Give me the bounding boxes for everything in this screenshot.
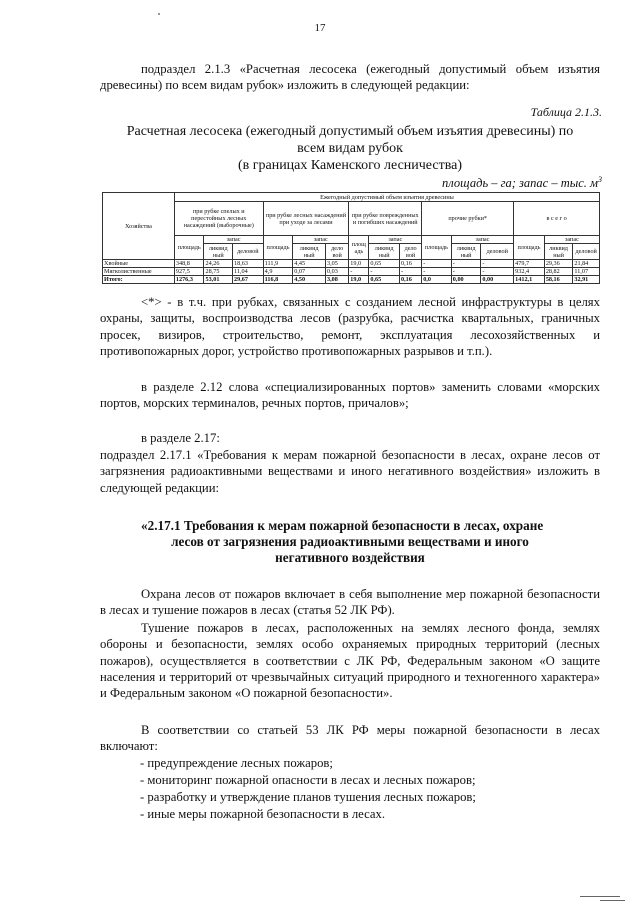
paragraph-2-17-heading: в разделе 2.17: — [141, 431, 220, 445]
header-stock: запас — [204, 236, 263, 244]
units-sup: 3 — [598, 175, 602, 184]
header-area: площ адь — [349, 236, 369, 260]
table-cell: 0,16 — [400, 276, 422, 284]
units-text: площадь – га; запас – тыс. м — [442, 176, 598, 191]
scan-dot — [158, 13, 160, 15]
table-cell: - — [400, 268, 422, 276]
paragraph-fire-suppression: Тушение пожаров в лесах, расположенных на землях лесного фонда, землях обороны и безопасности, землях особо охраняемых природных территорий (лесных пожаров), осуществляется в соответствии с ЛК РФ, Федеральным законом «О защите населения и территорий от чрезвычайных ситуаций природного и техногенного характера» и Федеральным законом «О пожарной безопасности». — [100, 621, 600, 701]
table-cell: - — [451, 260, 481, 268]
header-commercial: деловой — [481, 244, 514, 260]
header-liquid: ликвид ный — [451, 244, 481, 260]
table-cell: 4,9 — [263, 268, 293, 276]
header-liquid: ликвид ный — [204, 244, 233, 260]
measures-list — [140, 755, 476, 823]
table-cell: 932,4 — [514, 268, 545, 276]
header-row-3 — [103, 236, 600, 244]
table-cell: 29,67 — [233, 276, 264, 284]
table-cell: 3,05 — [326, 260, 349, 268]
table-title-line: (в границах Каменского лесничества) — [237, 158, 463, 173]
table-cell: 0,03 — [326, 268, 349, 276]
table-cell: 116,8 — [263, 276, 293, 284]
header-group-damaged: при рубке поврежденных и погибших насаждений — [349, 202, 422, 236]
table-footnote: <*> - в т.ч. при рубках, связанных с созданием лесной инфраструктуры в целях охраны, защиты, воспроизводства лесов (разрубка, расчистка квартальных, граничных просек, визиров, строительство, ремонт, эксплуатация лесохозяйственных и противопожарных дорог, устройство противопожарных разрывов и т.п.). — [100, 295, 600, 358]
footer-rule — [600, 900, 625, 901]
header-group-thinning: при рубке лесных насаждений при уходе за лесами — [263, 202, 349, 236]
table-cell: - — [451, 268, 481, 276]
table-cell: 19,0 — [349, 260, 369, 268]
header-commercial: деловой — [573, 244, 600, 260]
table-cell: 32,91 — [573, 276, 600, 284]
paragraph-article-53: В соответствии со статьей 53 ЛК РФ меры пожарной безопасности в лесах включают: — [100, 723, 600, 754]
table-row-total — [103, 276, 600, 284]
row-label: Итого: — [103, 276, 175, 284]
section-heading-line: негативного воздействия — [275, 550, 425, 565]
table-cell: 3,08 — [326, 276, 349, 284]
table-cell: 0,07 — [293, 268, 326, 276]
paragraph-2-12: в разделе 2.12 слова «специализированных портов» заменить словами «морских портов, морских терминалов, речных портов, причалов»; — [100, 380, 600, 411]
table-cell: 4,50 — [293, 276, 326, 284]
units-note — [442, 175, 602, 191]
header-row-1 — [103, 193, 600, 202]
table-cell: 348,8 — [174, 260, 204, 268]
header-group-other: прочие рубки* — [422, 202, 514, 236]
section-heading-line: «2.17.1 Требования к мерам пожарной безопасности в лесах, охране — [141, 518, 544, 533]
table-cell: 927,5 — [174, 268, 204, 276]
table-cell: 53,01 — [204, 276, 233, 284]
header-group-total: в с е г о — [514, 202, 600, 236]
table-cell: 0,0 — [422, 276, 452, 284]
table-cell: 18,63 — [233, 260, 264, 268]
header-group-mature: при рубке спелых и перестойных лесных насаждений (выборочные) — [174, 202, 263, 236]
row-label: Мягколиственные — [103, 268, 175, 276]
table-cell: - — [481, 268, 514, 276]
table-cell: 0,65 — [369, 276, 400, 284]
section-heading-line: лесов от загрязнения радиоактивными веществами и иного — [171, 534, 529, 549]
header-stock: запас — [451, 236, 513, 244]
header-area: площадь — [422, 236, 452, 260]
table-cell: 111,9 — [263, 260, 293, 268]
table-cell: 1412,1 — [514, 276, 545, 284]
intro-paragraph: подраздел 2.1.3 «Расчетная лесосека (ежегодный допустимый объем изъятия древесины) по всем видам рубок» изложить в следующей редакции: — [100, 62, 600, 93]
allowable-cut-table — [102, 192, 600, 284]
page-number: 17 — [314, 22, 326, 34]
header-stock: запас — [369, 236, 422, 244]
table-cell: 11,07 — [573, 268, 600, 276]
table-row-softwood — [103, 268, 600, 276]
header-stock: запас — [544, 236, 599, 244]
table-caption: Таблица 2.1.3. — [530, 105, 602, 119]
header-liquid: ликвид ный — [369, 244, 400, 260]
header-commercial: деловой — [233, 244, 264, 260]
header-liquid: ликвид ный — [293, 244, 326, 260]
list-item: - мониторинг пожарной опасности в лесах и лесных пожаров; — [140, 773, 476, 787]
header-farm: Хозяйства — [103, 193, 175, 260]
header-area: площадь — [514, 236, 545, 260]
table-cell: 58,16 — [544, 276, 573, 284]
table-cell: 0,00 — [451, 276, 481, 284]
table-cell: 0,16 — [400, 260, 422, 268]
header-row-2 — [103, 202, 600, 236]
table-title-line: Расчетная лесосека (ежегодный допустимый объем изъятия древесины) по — [126, 124, 574, 139]
footer-rule — [580, 896, 620, 897]
table-cell: 28,82 — [544, 268, 573, 276]
table-cell: 28,75 — [204, 268, 233, 276]
table-cell: 29,36 — [544, 260, 573, 268]
table-cell: 19,0 — [349, 276, 369, 284]
header-group: Ежегодный допустимый объем изъятия древесины — [174, 193, 599, 202]
list-item: - разработку и утверждение планов тушения лесных пожаров; — [140, 790, 476, 804]
table-cell: 11,04 — [233, 268, 264, 276]
list-item: - предупреждение лесных пожаров; — [140, 756, 333, 770]
table-cell: 479,7 — [514, 260, 545, 268]
paragraph-fire-protection: Охрана лесов от пожаров включает в себя выполнение мер пожарной безопасности в лесах и тушение пожаров в лесах (статья 52 ЛК РФ). — [100, 587, 600, 618]
header-liquid: ликвид ный — [544, 244, 573, 260]
header-area: площадь — [174, 236, 204, 260]
row-label: Хвойные — [103, 260, 175, 268]
table-cell: 0,65 — [369, 260, 400, 268]
table-cell: - — [422, 260, 452, 268]
section-heading — [100, 518, 600, 566]
table-cell: - — [481, 260, 514, 268]
table-title — [100, 123, 600, 174]
header-commercial: дело вой — [326, 244, 349, 260]
table-row-conifer — [103, 260, 600, 268]
table-cell: 4,45 — [293, 260, 326, 268]
header-area: площадь — [263, 236, 293, 260]
paragraph-2-17-1: подраздел 2.17.1 «Требования к мерам пожарной безопасности в лесах, охране лесов от загрязнения радиоактивными веществами и иного негативного воздействия» изложить в следующей редакции: — [100, 448, 600, 495]
header-commercial: дело вой — [400, 244, 422, 260]
table-cell: 0,00 — [481, 276, 514, 284]
table-cell: 21,84 — [573, 260, 600, 268]
table-cell: - — [349, 268, 369, 276]
table-title-line: всем видам рубок — [297, 141, 403, 156]
list-item: - иные меры пожарной безопасности в лесах. — [140, 807, 386, 821]
table-cell: 1276,3 — [174, 276, 204, 284]
table-cell: 24,26 — [204, 260, 233, 268]
table-cell: - — [422, 268, 452, 276]
table-cell: - — [369, 268, 400, 276]
header-stock: запас — [293, 236, 349, 244]
